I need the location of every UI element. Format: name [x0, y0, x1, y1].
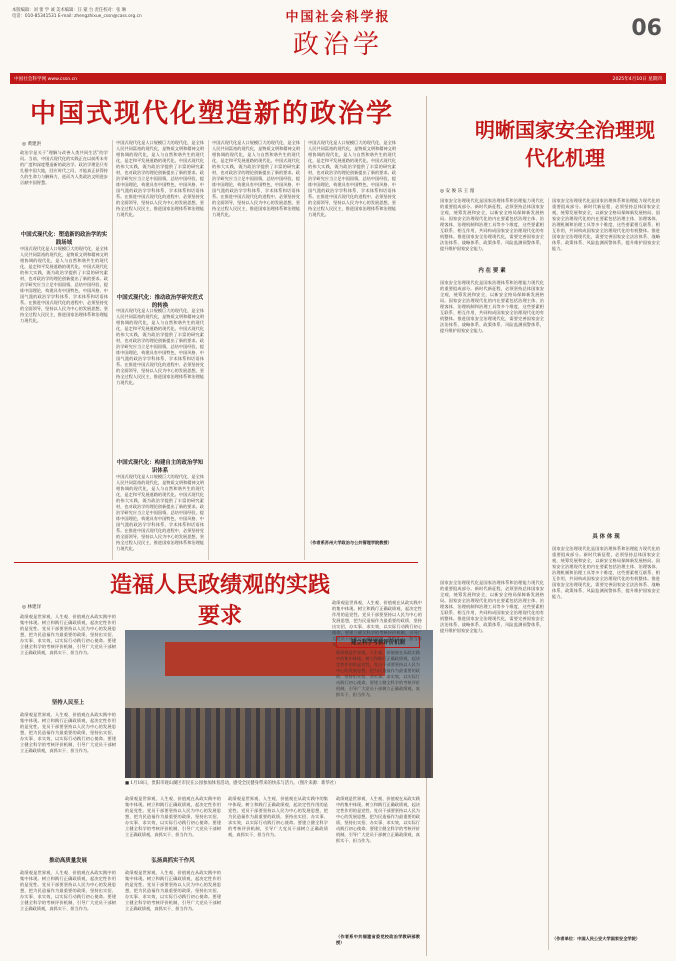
article1-col1-body: 中国式现代化是人口规模巨大的现代化，是全体人民共同富裕的现代化，是物质文明和精神文明相协调的现代化，是人与自然和谐共生的现代化，是走和平发展道路的现代化。中国式现代化的伟大实践，既为政治学提供了丰富的研究素材，也对政治学的理论创新提出了新的要求。政治学研究应当立足中国国情，总结中国经验，提炼中国理论，构建具有中国特色、中国风格、中国气派的政治学学科体系、学术体系和话语体系。在推进中国式现代化的进程中，必须坚持党的全面领导，坚持以人民为中心的发展思想，坚持全过程人民民主，推进国家治理体系和治理能力现代化。: [20, 246, 108, 323]
article3-subhead-3: 建立科学考核评价机制: [336, 636, 420, 648]
header-bar: [10, 73, 666, 84]
header-meta-line: 本版编辑：刘 蕾 学 诚 美术编辑：汪 蒙 台 责任校对：张 琳: [12, 8, 127, 13]
column-divider: [548, 198, 549, 950]
article3-col1-body-b: 政绩观是世界观、人生观、价值观在从政实践中的集中体现。树立和践行正确政绩观，起决定性作用的是党性。党员干部要坚持以人民为中心的发展思想，把为民造福作为最重要的政绩，坚持出实招、办实事、求实效，以实际行动践行初心使命。要建立健全科学的考核评价机制，引导广大党员干部树立正确政绩观，真抓实干、担当作为。: [20, 870, 116, 911]
article3-col2-body: 政绩观是世界观、人生观、价值观在从政实践中的集中体现。树立和践行正确政绩观，起决定性作用的是党性。党员干部要坚持以人民为中心的发展思想，把为民造福作为最重要的政绩，坚持出实招、办实事、求实效，以实际行动践行初心使命。要建立健全科学的考核评价机制，引导广大党员干部树立正确政绩观，真抓实干、担当作为。: [125, 796, 221, 837]
article1-intro: 政治学是关于“理解与改善人类共同生活”的学问。当前，中国式现代化的实践正在以前所未有的广度和深度塑造新的政治学。政治学理论只有扎根中国大地，回应时代之问，才能真正获得持久的生命力与解释力，进而为人类政治文明进步贡献中国智慧。: [20, 150, 108, 185]
article3-col3-body: 政绩观是世界观、人生观、价值观在从政实践中的集中体现。树立和践行正确政绩观，起决定性作用的是党性。党员干部要坚持以人民为中心的发展思想，把为民造福作为最重要的政绩，坚持出实招、办实事、求实效，以实际行动践行初心使命。要建立健全科学的考核评价机制，引导广大党员干部树立正确政绩观，真抓实干、担当作为。: [228, 796, 328, 837]
article3-author: ◎ 林建洋: [22, 605, 42, 610]
article3-col1-body: 政绩观是世界观、人生观、价值观在从政实践中的集中体现。树立和践行正确政绩观，起决定性作用的是党性。党员干部要坚持以人民为中心的发展思想，把为民造福作为最重要的政绩，坚持出实招、办实事、求实效，以实际行动践行初心使命。要建立健全科学的考核评价机制，引导广大党员干部树立正确政绩观，真抓实干、担当作为。: [20, 712, 116, 753]
article2-col2-body-b: 国家安全治理现代化是国家治理体系和治理能力现代化的重要组成部分。新时代新征程，必须坚持总体国家安全观，统筹发展和安全，以新安全格局保障新发展格局。国家安全治理现代化的内在要素包括治理主体、治理客体、治理机制和治理工具等多个维度，这些要素相互联系、相互作用，共同构成国家安全治理现代化的有机整体。推进国家安全治理现代化，需要完善国家安全法治体系、战略体系、政策体系、风险监测预警体系，提升维护国家安全能力。: [552, 546, 660, 599]
article2-col1-body-b: 国家安全治理现代化是国家治理体系和治理能力现代化的重要组成部分。新时代新征程，必须坚持总体国家安全观，统筹发展和安全，以新安全格局保障新发展格局。国家安全治理现代化的内在要素包括治理主体、治理客体、治理机制和治理工具等多个维度，这些要素相互联系、相互作用，共同构成国家安全治理现代化的有机整体。推进国家安全治理现代化，需要完善国家安全法治体系、战略体系、政策体系、风险监测预警体系，提升维护国家安全能力。: [440, 580, 544, 633]
column-divider: [112, 140, 113, 560]
header-bar-right: 2025年4月10日 星期四: [612, 77, 662, 82]
article3-footer: （作者系中共福建省委党校政治学教研部教授）: [336, 934, 420, 945]
article2-author: ◎ 安 俊 乐 王 漫: [440, 189, 475, 194]
article1-col4-body: 中国式现代化是人口规模巨大的现代化，是全体人民共同富裕的现代化，是物质文明和精神文明相协调的现代化，是人与自然和谐共生的现代化，是走和平发展道路的现代化。中国式现代化的伟大实践，既为政治学提供了丰富的研究素材，也对政治学的理论创新提出了新的要求。政治学研究应当立足中国国情，总结中国经验，提炼中国理论，构建具有中国特色、中国风格、中国气派的政治学学科体系、学术体系和话语体系。在推进中国式现代化的进程中，必须坚持党的全面领导，坚持以人民为中心的发展思想，坚持全过程人民民主，推进国家治理体系和治理能力现代化。: [308, 140, 396, 217]
header-meta-line: 电话：010-85341531 E-mail: zhengzhixue_cssn@cass.org.cn: [12, 14, 142, 20]
article2-subhead-2: 具 体 体 现: [592, 534, 620, 540]
page-number: 06: [631, 16, 662, 41]
article2-col1-body: 国家安全治理现代化是国家治理体系和治理能力现代化的重要组成部分。新时代新征程，必须坚持总体国家安全观，统筹发展和安全，以新安全格局保障新发展格局。国家安全治理现代化的内在要素包括治理主体、治理客体、治理机制和治理工具等多个维度，这些要素相互联系、相互作用，共同构成国家安全治理现代化的有机整体。推进国家安全治理现代化，需要完善国家安全法治体系、战略体系、政策体系、风险监测预警体系，提升维护国家安全能力。: [440, 280, 544, 333]
article1-col2-body: 中国式现代化是人口规模巨大的现代化，是全体人民共同富裕的现代化，是物质文明和精神文明相协调的现代化，是人与自然和谐共生的现代化，是走和平发展道路的现代化。中国式现代化的伟大实践，既为政治学提供了丰富的研究素材，也对政治学的理论创新提出了新的要求。政治学研究应当立足中国国情，总结中国经验，提炼中国理论，构建具有中国特色、中国风格、中国气派的政治学学科体系、学术体系和话语体系。在推进中国式现代化的进程中，必须坚持党的全面领导，坚持以人民为中心的发展思想，坚持全过程人民民主，推进国家治理体系和治理能力现代化。: [116, 140, 204, 217]
article3-col4-body: 政绩观是世界观、人生观、价值观在从政实践中的集中体现。树立和践行正确政绩观，起决定性作用的是党性。党员干部要坚持以人民为中心的发展思想，把为民造福作为最重要的政绩，坚持出实招、办实事、求实效，以实际行动践行初心使命。要建立健全科学的考核评价机制，引导广大党员干部树立正确政绩观，真抓实干、担当作为。: [336, 650, 420, 697]
article2-intro: 国家安全治理现代化是国家治理体系和治理能力现代化的重要组成部分。新时代新征程，必须坚持总体国家安全观，统筹发展和安全，以新安全格局保障新发展格局。国家安全治理现代化的内在要素包括治理主体、治理客体、治理机制和治理工具等多个维度，这些要素相互联系、相互作用，共同构成国家安全治理现代化的有机整体。推进国家安全治理现代化，需要完善国家安全法治体系、战略体系、政策体系、风险监测预警体系，提升维护国家安全能力。: [440, 198, 544, 251]
header-bar-left: 中国社会科学网 www.cssn.cn: [14, 77, 78, 82]
article2-subhead-1: 内 在 要 素: [478, 268, 506, 274]
article1-subhead-2: 中国式现代化：推动政治学研究范式的转换: [116, 295, 204, 309]
article2-title: 明晰国家安全治理现代化机理: [475, 118, 655, 170]
article3-col4-body-b: 政绩观是世界观、人生观、价值观在从政实践中的集中体现。树立和践行正确政绩观，起决定性作用的是党性。党员干部要坚持以人民为中心的发展思想，把为民造福作为最重要的政绩，坚持出实招、办实事、求实效，以实际行动践行初心使命。要建立健全科学的考核评价机制，引导广大党员干部树立正确政绩观，真抓实干、担当作为。: [336, 796, 420, 843]
article3-subhead-4: 弘扬真抓实干作风: [151, 858, 195, 864]
article3-col4-top: 政绩观是世界观、人生观、价值观在从政实践中的集中体现。树立和践行正确政绩观，起决定性作用的是党性。党员干部要坚持以人民为中心的发展思想，把为民造福作为最重要的政绩，坚持出实招、办实事、求实效，以实际行动践行初心使命。要建立健全科学的考核评价机制，引导广大党员干部树立正确政绩观，真抓实干、担当作为。: [332, 600, 422, 647]
column-divider: [304, 140, 305, 560]
article1-subhead-1: 中国式现代化：塑造新的政治学的实践场域: [20, 232, 108, 246]
section-rule: [14, 562, 418, 563]
article2-footer: （作者单位：中国人民公安大学国家安全学院）: [552, 936, 640, 941]
article1-footer: （作者系苏州大学政治与公共管理学院教授）: [308, 540, 392, 545]
column-divider: [208, 140, 209, 560]
section-title: 政治学: [292, 30, 383, 60]
article3-col2-body-b: 政绩观是世界观、人生观、价值观在从政实践中的集中体现。树立和践行正确政绩观，起决定性作用的是党性。党员干部要坚持以人民为中心的发展思想，把为民造福作为最重要的政绩，坚持出实招、办实事、求实效，以实际行动践行初心使命。要建立健全科学的考核评价机制，引导广大党员干部树立正确政绩观，真抓实干、担当作为。: [125, 870, 221, 911]
article3-title: 造福人民政绩观的实践要求: [109, 572, 330, 629]
article1-title: 中国式现代化塑造新的政治学: [30, 99, 395, 129]
article3-intro: 政绩观是世界观、人生观、价值观在从政实践中的集中体现。树立和践行正确政绩观，起决定性作用的是党性。党员干部要坚持以人民为中心的发展思想，把为民造福作为最重要的政绩，坚持出实招、办实事、求实效，以实际行动践行初心使命。要建立健全科学的考核评价机制，引导广大党员干部树立正确政绩观，真抓实干、担当作为。: [20, 614, 116, 655]
photo-caption: ■ 1月18日，贵阳市观山湖区市民在公园参加体育活动，感受全民健身带来的快乐与活力。（图片来源：新华社）: [125, 781, 339, 786]
article3-subhead-1: 坚持人民至上: [51, 700, 85, 706]
article1-col2-body-b: 中国式现代化是人口规模巨大的现代化，是全体人民共同富裕的现代化，是物质文明和精神文明相协调的现代化，是人与自然和谐共生的现代化，是走和平发展道路的现代化。中国式现代化的伟大实践，既为政治学提供了丰富的研究素材，也对政治学的理论创新提出了新的要求。政治学研究应当立足中国国情，总结中国经验，提炼中国理论，构建具有中国特色、中国风格、中国气派的政治学学科体系、学术体系和话语体系。在推进中国式现代化的进程中，必须坚持党的全面领导，坚持以人民为中心的发展思想，坚持全过程人民民主，推进国家治理体系和治理能力现代化。: [116, 308, 204, 385]
article1-col2-body-c: 中国式现代化是人口规模巨大的现代化，是全体人民共同富裕的现代化，是物质文明和精神文明相协调的现代化，是人与自然和谐共生的现代化，是走和平发展道路的现代化。中国式现代化的伟大实践，既为政治学提供了丰富的研究素材，也对政治学的理论创新提出了新的要求。政治学研究应当立足中国国情，总结中国经验，提炼中国理论，构建具有中国特色、中国风格、中国气派的政治学学科体系、学术体系和话语体系。在推进中国式现代化的进程中，必须坚持党的全面领导，坚持以人民为中心的发展思想，坚持全过程人民民主，推进国家治理体系和治理能力现代化。: [116, 474, 204, 551]
masthead: 中国社会科学报: [285, 10, 391, 25]
article2-col2-body: 国家安全治理现代化是国家治理体系和治理能力现代化的重要组成部分。新时代新征程，必须坚持总体国家安全观，统筹发展和安全，以新安全格局保障新发展格局。国家安全治理现代化的内在要素包括治理主体、治理客体、治理机制和治理工具等多个维度，这些要素相互联系、相互作用，共同构成国家安全治理现代化的有机整体。推进国家安全治理现代化，需要完善国家安全法治体系、战略体系、政策体系、风险监测预警体系，提升维护国家安全能力。: [552, 198, 660, 251]
article1-subhead-3: 中国式现代化：构建自主的政治学知识体系: [116, 460, 204, 474]
article-divider: [426, 96, 427, 956]
article3-subhead-2: 推动高质量发展: [49, 858, 87, 864]
article1-col3-body: 中国式现代化是人口规模巨大的现代化，是全体人民共同富裕的现代化，是物质文明和精神文明相协调的现代化，是人与自然和谐共生的现代化，是走和平发展道路的现代化。中国式现代化的伟大实践，既为政治学提供了丰富的研究素材，也对政治学的理论创新提出了新的要求。政治学研究应当立足中国国情，总结中国经验，提炼中国理论，构建具有中国特色、中国风格、中国气派的政治学学科体系、学术体系和话语体系。在推进中国式现代化的进程中，必须坚持党的全面领导，坚持以人民为中心的发展思想，坚持全过程人民民主，推进国家治理体系和治理能力现代化。: [212, 140, 300, 217]
article1-author: ◎ 黄建洪: [22, 142, 42, 147]
